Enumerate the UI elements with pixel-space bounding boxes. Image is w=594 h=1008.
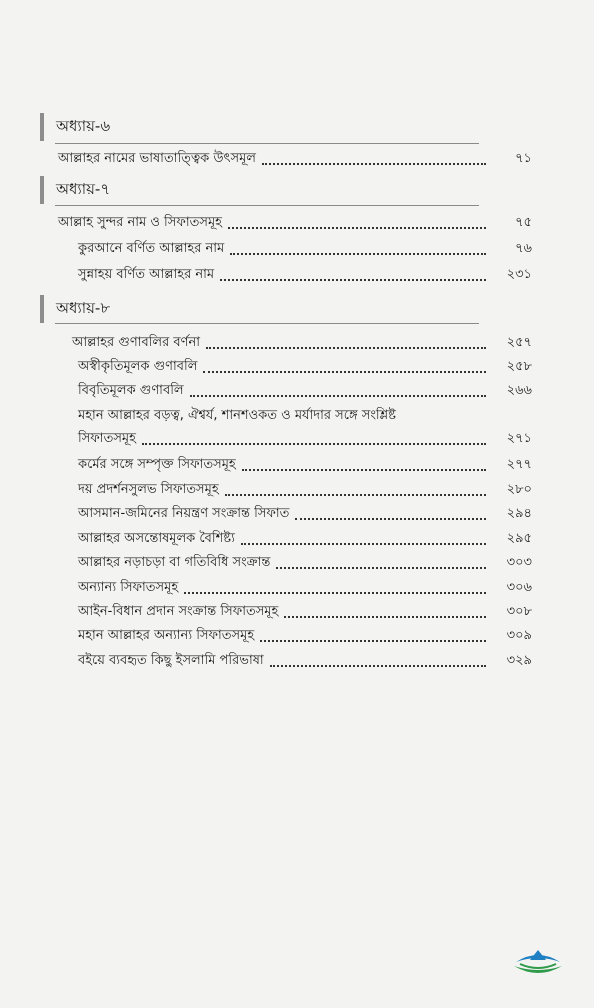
entry-page: ৩০৮: [506, 603, 532, 619]
chapter-title: অধ্যায়-৭: [56, 179, 111, 198]
dot-leader: [220, 278, 486, 281]
entry-label: আইন-বিধান প্রদান সংক্রান্ত সিফাতসমূহ: [78, 603, 279, 619]
entry-label: বইয়ে ব্যবহৃত কিছু ইসলামি পরিভাষা: [78, 652, 264, 668]
toc-entry[interactable]: [78, 454, 540, 476]
dot-leader: [284, 615, 486, 618]
chapter-title: অধ্যায়-৮: [56, 298, 111, 317]
dot-leader: [184, 591, 486, 594]
toc-entry[interactable]: [58, 212, 540, 234]
entry-label: কুরআনে বর্ণিত আল্লাহর নাম: [78, 240, 225, 256]
toc-entry[interactable]: [78, 552, 540, 574]
chapter-heading: [40, 294, 110, 324]
toc-entry[interactable]: [78, 238, 540, 260]
entry-label: আল্লাহর নামের ভাষাতাত্ত্বিক উৎসমূল: [58, 150, 256, 166]
dot-leader: [228, 226, 486, 229]
entry-label: আল্লাহ সুন্দর নাম ও সিফাতসমূহ: [58, 214, 222, 230]
dot-leader: [190, 394, 486, 397]
entry-page: ২৯৪: [506, 505, 532, 521]
entry-page: ২৬৬: [506, 382, 532, 398]
toc-entry[interactable]: [78, 528, 540, 550]
chapter-heading: [40, 112, 110, 142]
publisher-logo-icon: [508, 940, 568, 980]
toc-entry[interactable]: [72, 332, 540, 354]
dot-leader: [242, 468, 486, 471]
chapter-heading: [40, 175, 110, 205]
entry-label: আল্লাহর অসন্তোষমূলক বৈশিষ্ট্য: [78, 530, 235, 546]
toc-entry[interactable]: [78, 356, 540, 378]
dot-leader: [295, 517, 486, 520]
entry-label: আসমান-জমিনের নিয়ন্ত্রণ সংক্রান্ত সিফাত: [78, 505, 290, 521]
chapter-rule: [55, 143, 479, 144]
entry-page: ২৫৮: [506, 358, 532, 374]
dot-leader: [270, 664, 486, 667]
toc-entry[interactable]: [78, 479, 540, 501]
entry-label: অস্বীকৃতিমূলক গুণাবলি: [78, 358, 198, 374]
toc-entry[interactable]: [78, 577, 540, 599]
entry-label: কর্মের সঙ্গে সম্পৃক্ত সিফাতসমূহ: [78, 456, 236, 472]
toc-entry[interactable]: [78, 380, 540, 402]
entry-label: সুন্নাহয় বর্ণিত আল্লাহর নাম: [78, 266, 215, 282]
dot-leader: [230, 252, 486, 255]
toc-entry[interactable]: [78, 650, 540, 672]
entry-page: ২৭১: [506, 430, 532, 446]
chapter-marker-bar: [40, 295, 44, 323]
entry-page: ৭১: [515, 150, 532, 166]
dot-leader: [241, 542, 486, 545]
entry-page: ২৯৫: [506, 530, 532, 546]
entry-label: বিবৃতিমূলক গুণাবলি: [78, 382, 184, 398]
chapter-marker-bar: [40, 176, 44, 204]
toc-entry[interactable]: [78, 625, 540, 647]
entry-page: ৩২৯: [506, 652, 532, 668]
entry-page: ৩০৬: [506, 579, 532, 595]
chapter-marker-bar: [40, 113, 44, 141]
dot-leader: [260, 639, 486, 642]
entry-page: ২৩১: [506, 266, 532, 282]
entry-page: ৭৬: [515, 240, 532, 256]
chapter-rule: [55, 205, 479, 206]
entry-page: ৭৫: [515, 214, 532, 230]
toc-entry-continued[interactable]: মহান আল্লাহর বড়ত্ব, ঐশ্বর্য, শানশওকত ও মর্যাদার সঙ্গে সংশ্লিষ্ট: [78, 408, 396, 423]
entry-page: ২৭৭: [506, 456, 532, 472]
dot-leader: [203, 370, 486, 373]
entry-page: ২৫৭: [506, 334, 532, 350]
toc-entry[interactable]: [78, 503, 540, 525]
dot-leader: [276, 566, 486, 569]
chapter-rule: [55, 323, 479, 324]
entry-label: মহান আল্লাহর অন্যান্য সিফাতসমূহ: [78, 627, 255, 643]
entry-page: ২৮০: [506, 481, 532, 497]
dot-leader: [142, 442, 486, 445]
dot-leader: [262, 162, 486, 165]
entry-label: সিফাতসমূহ: [78, 430, 136, 446]
toc-entry[interactable]: [78, 601, 540, 623]
toc-entry[interactable]: [78, 428, 540, 450]
entry-label: অন্যান্য সিফাতসমূহ: [78, 579, 179, 595]
dot-leader: [206, 346, 486, 349]
entry-label: আল্লাহর নড়াচড়া বা গতিবিধি সংক্রান্ত: [78, 554, 271, 570]
toc-entry[interactable]: [78, 264, 540, 286]
toc-entry[interactable]: [58, 148, 540, 170]
entry-page: ৩০৯: [506, 627, 532, 643]
chapter-title: অধ্যায়-৬: [56, 116, 111, 135]
dot-leader: [225, 493, 486, 496]
entry-label: আল্লাহর গুণাবলির বর্ণনা: [72, 334, 201, 350]
entry-page: ৩০৩: [506, 554, 532, 570]
entry-label: দয় প্রদর্শনসুলভ সিফাতসমূহ: [78, 481, 219, 497]
